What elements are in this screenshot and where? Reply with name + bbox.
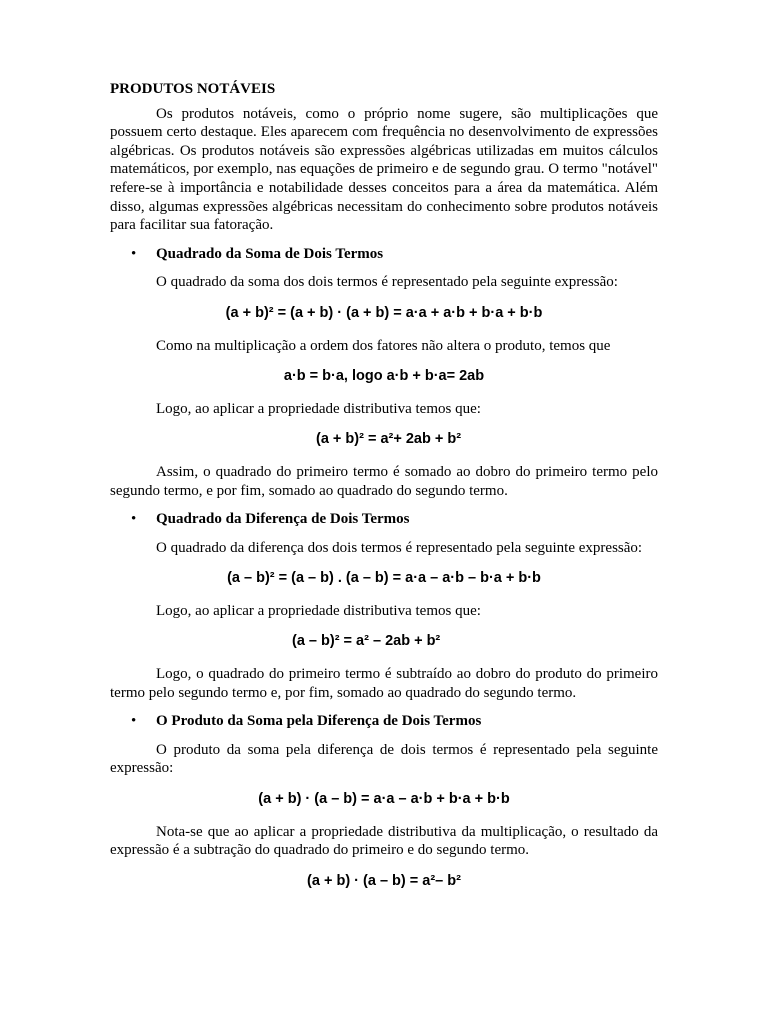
page-title: PRODUTOS NOTÁVEIS [110,81,276,97]
section-heading-square-of-sum [110,245,658,264]
section-heading-square-of-difference [110,510,658,529]
bullet-icon: • [131,245,137,262]
paragraph: Como na multiplicação a ordem dos fatores não altera o produto, temos que [156,337,611,354]
paragraph: O produto da soma pela diferença de dois termos é representado pela seguinte expressão: [110,741,658,777]
formula: (a + b)² = (a + b) · (a + b) = a·a + a·b + b·a + b·b [225,304,543,321]
formula: (a + b) · (a – b) = a·a – a·b + b·a + b·b [258,791,510,808]
paragraph: Logo, ao aplicar a propriedade distributiva temos que: [156,400,481,417]
document-body [110,80,658,904]
bullet-icon: • [131,511,137,528]
formula: (a – b)² = a² – 2ab + b² [292,633,441,650]
paragraph: Assim, o quadrado do primeiro termo é somado ao dobro do primeiro termo pelo segundo termo, e por fim, somado ao quadrado do segundo termo. [110,463,658,499]
section-heading-product-sum-difference [110,712,658,731]
intro-paragraph: Os produtos notáveis, como o próprio nome sugere, são multiplicações que possuem certo destaque. Eles aparecem com frequência no desenvolvimento de expressões algébricas. Os produtos notáveis são expressões algébricas utilizadas em muitos cálculos matemáticos, por exemplo, nas equações de primeiro e de segundo grau. O termo "notável" refere-se à importância e notabilidade desses conceitos para a área da matemática. Além disso, algumas expressões algébricas necessitam do conhecimento sobre produtos notáveis para facilitar sua fatoração. [110,105,658,234]
paragraph: Logo, o quadrado do primeiro termo é subtraído ao dobro do produto do primeiro termo pelo segundo termo e, por fim, somado ao quadrado do segundo termo. [110,666,658,701]
section-heading-text: O Produto da Soma pela Diferença de Dois Termos [156,713,482,730]
paragraph: Logo, ao aplicar a propriedade distributiva temos que: [156,602,481,619]
formula: (a + b) · (a – b) = a²– b² [307,872,461,889]
paragraph: O quadrado da soma dos dois termos é representado pela seguinte expressão: [156,274,618,291]
paragraph: O quadrado da diferença dos dois termos é representado pela seguinte expressão: [156,539,643,556]
section-heading-text: Quadrado da Soma de Dois Termos [156,245,384,262]
bullet-icon: • [131,713,137,730]
formula: (a – b)² = (a – b) . (a – b) = a·a – a·b – b·a + b·b [227,570,541,587]
formula: (a + b)² = a²+ 2ab + b² [316,431,462,448]
paragraph: Nota-se que ao aplicar a propriedade distributiva da multiplicação, o resultado da expressão é a subtração do quadrado do primeiro e do segundo termo. [110,823,658,859]
formula: a·b = b·a, logo a·b + b·a= 2ab [283,368,485,385]
section-heading-text: Quadrado da Diferença de Dois Termos [156,511,410,528]
